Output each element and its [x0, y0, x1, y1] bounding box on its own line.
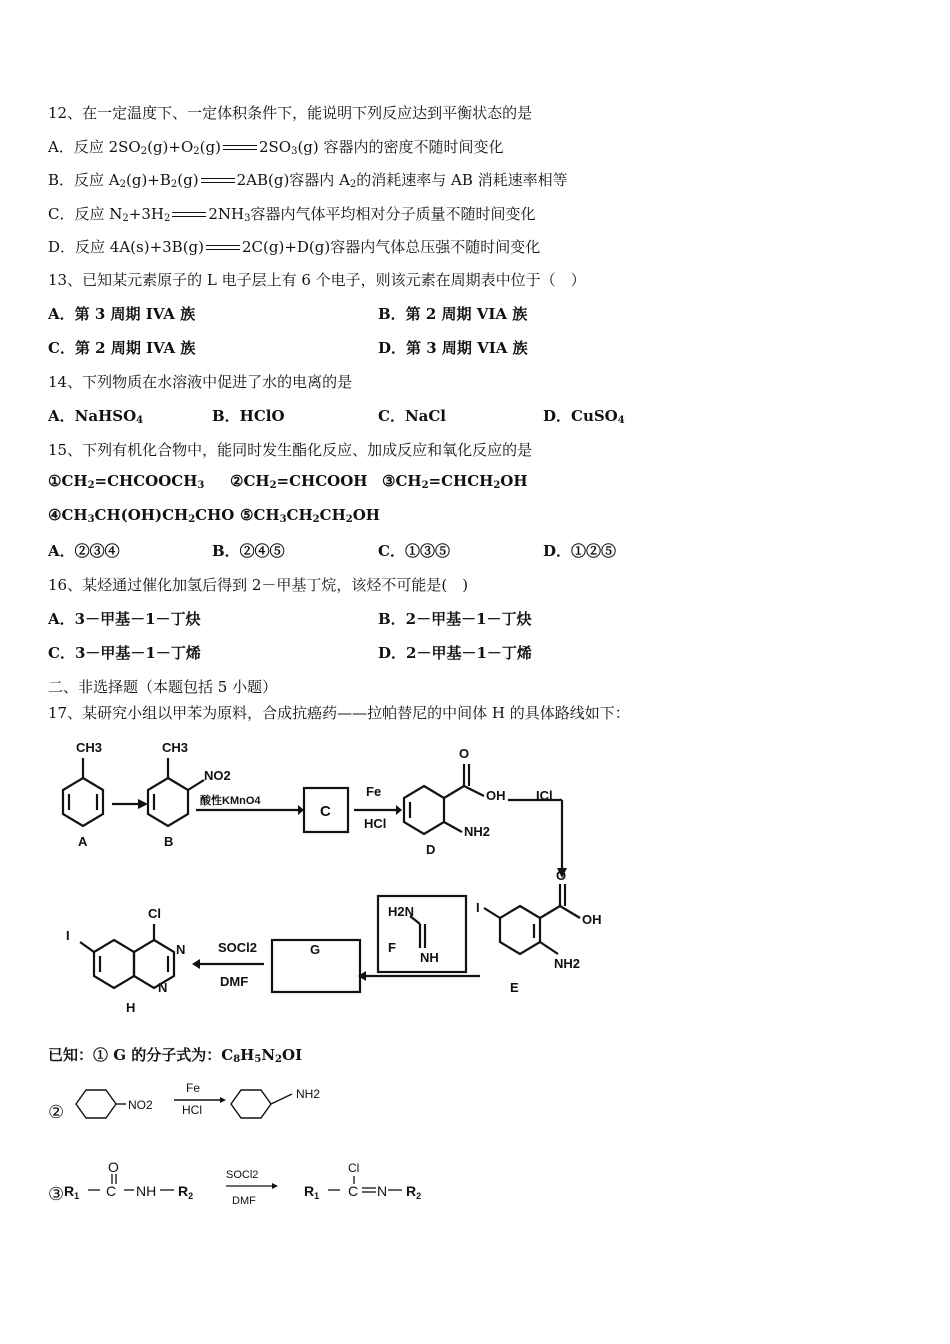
cl-label-k3: Cl — [348, 1161, 360, 1175]
ch3-label-a: CH3 — [76, 740, 103, 755]
equilibrium-arrow-icon — [206, 243, 240, 253]
n-label-h1: N — [176, 942, 186, 957]
i-label-h: I — [66, 928, 70, 943]
o-label-e: O — [556, 868, 567, 883]
q15-option-d: D．①②⑤ — [543, 542, 617, 560]
equilibrium-arrow-icon — [172, 210, 206, 220]
socl2-label-k3: SOCl2 — [226, 1169, 259, 1181]
known-3-number: ③ — [48, 1184, 65, 1205]
q12-stem: 12、在一定温度下、一定体积条件下，能说明下列反应达到平衡状态的是 — [48, 104, 533, 122]
q12-option-c: C．反应 $N_2+3H_2$ $2NH_3$容器内气体平均相对分子质量不随时间变化 — [48, 205, 536, 224]
q12-option-a: A．反应 $2SO_2(g)+O_2(g)$ $2SO_3(g)$ 容器内的密度不随时间变化 — [48, 138, 504, 157]
q15-stem: 15、下列有机化合物中，能同时发生酯化反应、加成反应和氧化反应的是 — [48, 441, 533, 459]
r2-label: $R_2$ — [178, 1183, 194, 1201]
r1-label-product: $R_1$ — [304, 1183, 320, 1201]
q15-compound-5: $⑤CH_3CH_2CH_2OH$ — [240, 506, 380, 525]
q13-option-d: D．第 3 周期 VIA 族 — [378, 339, 528, 357]
q16-option-a: A．3－甲基－1－丁炔 — [48, 610, 201, 628]
fe-label: Fe — [366, 784, 382, 799]
q13-option-c: C．第 2 周期 IVA 族 — [48, 339, 196, 357]
compound-h-label: H — [126, 1000, 136, 1015]
q16-option-b: B．2－甲基－1－丁炔 — [378, 610, 532, 628]
q15-compound-3: $③CH_2=CHCH_2OH$ — [382, 472, 528, 491]
q13-option-b: B．第 2 周期 VIA 族 — [378, 305, 528, 323]
c-box-label: C — [320, 803, 331, 820]
socl2-label: SOCl2 — [218, 940, 258, 955]
c-label-k3a: C — [106, 1183, 117, 1199]
n-label-k3: N — [377, 1183, 388, 1199]
oh-label-d: OH — [486, 788, 506, 803]
compound-b-label: B — [164, 834, 174, 849]
fe-label-k2: Fe — [186, 1081, 201, 1095]
q16-option-d: D．2－甲基－1－丁烯 — [378, 644, 532, 662]
known-1: 已知：① G 的分子式为：$C_8H_5N_2OI$ — [48, 1046, 303, 1065]
dmf-label-k3: DMF — [232, 1195, 256, 1207]
n-label-h2: N — [158, 980, 168, 995]
no2-label-k2: NO2 — [128, 1098, 153, 1112]
q15-compound-2: $②CH_2=CHCOOH$ — [230, 472, 368, 491]
nh-label: NH — [420, 950, 439, 965]
known-3-scheme — [60, 1156, 460, 1216]
o-label-k3: O — [108, 1159, 119, 1175]
r2-label-product: $R_2$ — [406, 1183, 422, 1201]
f-label: F — [388, 940, 396, 955]
synthesis-scheme — [40, 728, 680, 1038]
q12-option-d: D．反应 4A(s)+3B(g) 2C(g)+D(g)容器内气体总压强不随时间变化 — [48, 238, 541, 256]
q14-option-c: C．NaCl — [378, 407, 447, 425]
nh2-label-d: NH2 — [464, 824, 491, 839]
q15-option-b: B．②④⑤ — [212, 542, 285, 560]
oh-label-e: OH — [582, 912, 602, 927]
icl-label: ICl — [536, 788, 553, 803]
q14-option-d: D．CuSO$_4$ — [543, 407, 625, 426]
q15-option-c: C．①③⑤ — [378, 542, 450, 560]
c-label-k3b: C — [348, 1183, 359, 1199]
q13-stem: 13、已知某元素原子的 L 电子层上有 6 个电子，则该元素在周期表中位于（ ） — [48, 271, 586, 289]
q15-compound-4: $④CH_3CH(OH)CH_2CHO$ — [48, 506, 235, 525]
q13-option-a: A．第 3 周期 IVA 族 — [48, 305, 196, 323]
ch3-label-b: CH3 — [162, 740, 189, 755]
h2n-label: H2N — [388, 904, 415, 919]
dmf-label: DMF — [220, 974, 249, 989]
known-2-scheme — [66, 1076, 356, 1126]
cl-label-h: Cl — [148, 906, 161, 921]
g-box-label: G — [310, 942, 321, 957]
r1-label: $R_1$ — [64, 1183, 80, 1201]
equilibrium-arrow-icon — [223, 143, 257, 153]
hcl-label: HCl — [364, 816, 387, 831]
compound-a-label: A — [78, 834, 88, 849]
q16-option-c: C．3－甲基－1－丁烯 — [48, 644, 201, 662]
q14-option-b: B．HClO — [212, 407, 285, 425]
o-label-d: O — [459, 746, 470, 761]
no2-label: NO2 — [204, 768, 231, 783]
q12-option-b: B．反应 $A_2(g)+B_2(g)$ 2AB(g)容器内 $A_2$的消耗速率与 AB 消耗速率相等 — [48, 171, 568, 190]
hcl-label-k2: HCl — [182, 1103, 202, 1117]
compound-e-label: E — [510, 980, 519, 995]
q15-option-a: A．②③④ — [48, 542, 120, 560]
q14-stem: 14、下列物质在水溶液中促进了水的电离的是 — [48, 373, 353, 391]
nh2-label-e: NH2 — [554, 956, 581, 971]
compound-d-label: D — [426, 842, 436, 857]
kmno4-label: 酸性KMnO4 — [200, 795, 261, 807]
q14-option-a: A．NaHSO$_4$ — [48, 407, 144, 426]
nh2-label-k2: NH2 — [296, 1087, 321, 1101]
section-heading: 二、非选择题（本题包括 5 小题） — [48, 678, 278, 696]
q17-stem: 17、某研究小组以甲苯为原料，合成抗癌药——拉帕替尼的中间体 H 的具体路线如下： — [48, 704, 630, 722]
q16-stem: 16、某烃通过催化加氢后得到 2－甲基丁烷，该烃不可能是( ) — [48, 576, 469, 594]
known-2-number: ② — [48, 1102, 65, 1123]
i-label-e: I — [476, 900, 480, 915]
nh-label-k3: NH — [136, 1183, 157, 1199]
equilibrium-arrow-icon — [201, 176, 235, 186]
q15-compound-1: $①CH_2=CHCOOCH_3$ — [48, 472, 205, 491]
